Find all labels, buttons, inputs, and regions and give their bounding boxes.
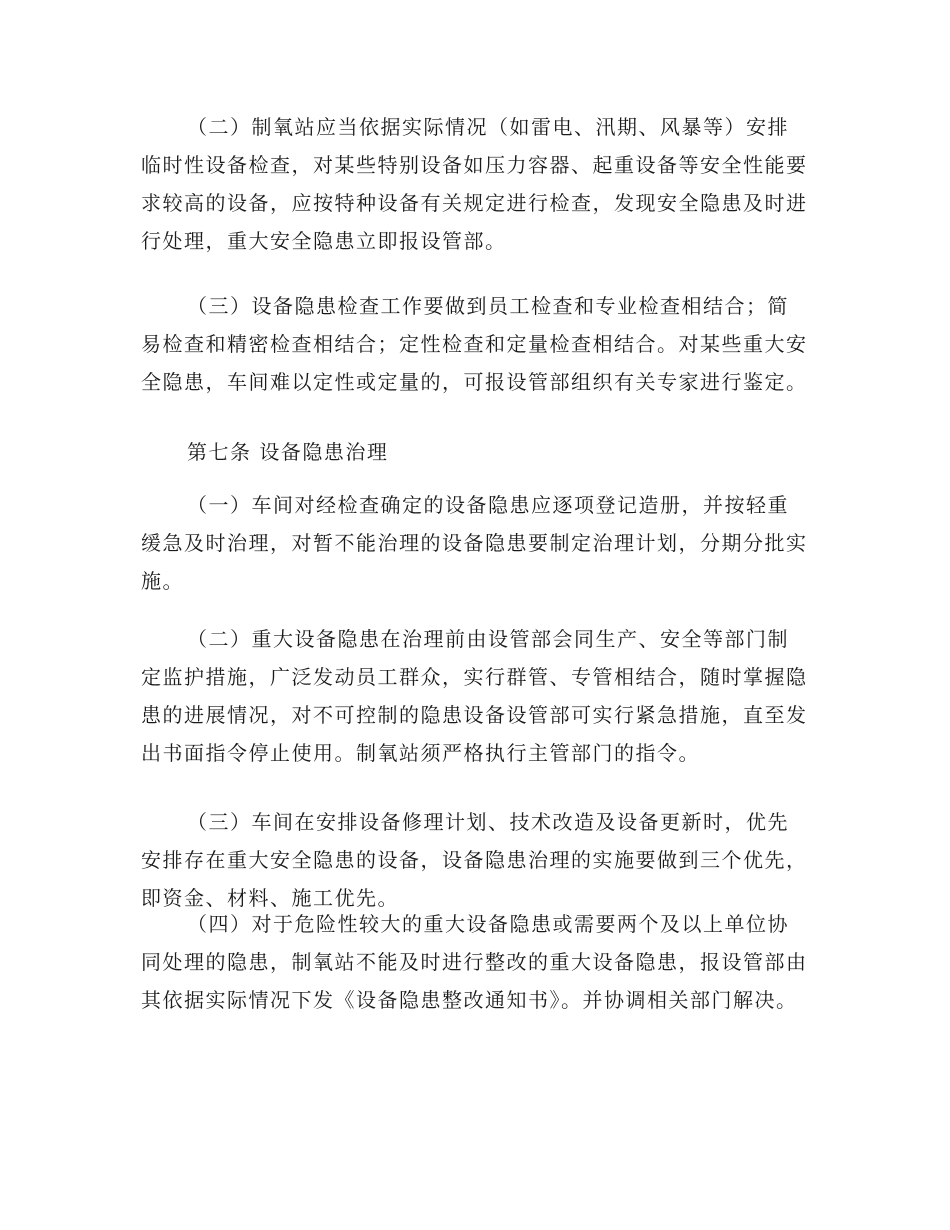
paragraph-2-temporary-inspection: （二）制氧站应当依据实际情况（如雷电、汛期、风暴等）安排临时性设备检查，对某些特别设备如压力容器、起重设备等安全性能要求较高的设备，应按特种设备有关规定进行检查，发现安全隐患及时进行处理，重大安全隐患立即报设管部。 — [141, 115, 808, 253]
paragraph-3-inspection-methods: （三）设备隐患检查工作要做到员工检查和专业检查相结合；简易检查和精密检查相结合；定性检查和定量检查相结合。对某些重大安全隐患，车间难以定性或定量的，可报设管部组织有关专家进行鉴定。 — [141, 294, 808, 394]
paragraph-7-4-rectification-notice: （四）对于危险性较大的重大设备隐患或需要两个及以上单位协同处理的隐患，制氧站不能及时进行整改的重大设备隐患，报设管部由其依据实际情况下发《设备隐患整改通知书》。并协调相关部门解决。 — [141, 912, 808, 1012]
section-heading-article-7: 第七条 设备隐患治理 — [187, 440, 389, 464]
paragraph-7-2-major-hazards: （二）重大设备隐患在治理前由设管部会同生产、安全等部门制定监护措施，广泛发动员工群众，实行群管、专管相结合，随时掌握隐患的进展情况，对不可控制的隐患设备设管部可实行紧急措施，直至发出书面指令停止使用。制氧站须严格执行主管部门的指令。 — [141, 627, 808, 765]
paragraph-7-3-priorities: （三）车间在安排设备修理计划、技术改造及设备更新时，优先安排存在重大安全隐患的设备，设备隐患治理的实施要做到三个优先，即资金、材料、施工优先。 — [141, 810, 808, 910]
paragraph-7-1-registration: （一）车间对经检查确定的设备隐患应逐项登记造册，并按轻重缓急及时治理，对暂不能治理的设备隐患要制定治理计划，分期分批实施。 — [141, 493, 808, 593]
